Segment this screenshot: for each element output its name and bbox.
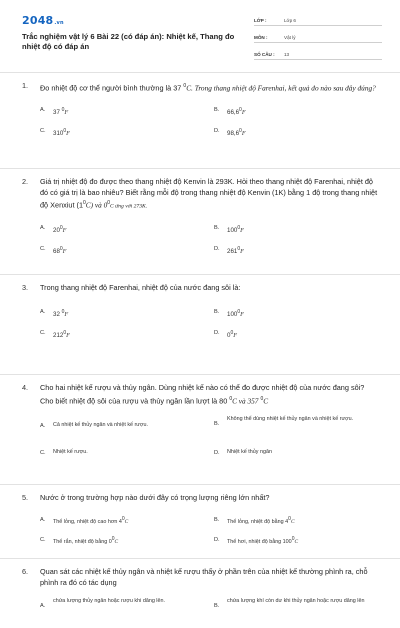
question-text: Nước ở trong trường hợp nào dưới đây có trọng lượng riêng lớn nhất? <box>40 493 270 502</box>
meta-row-class <box>254 14 382 26</box>
answer-option[interactable]: C. Nhiệt kế rượu. <box>40 449 88 457</box>
question-number: 6. <box>22 567 29 576</box>
answer-option[interactable]: B. $100^0F$ <box>214 308 244 318</box>
answer-option[interactable]: D. Thể hơi, nhiệt độ bằng 1000C <box>214 535 299 545</box>
question-5 <box>0 484 400 558</box>
answer-option[interactable]: B. 66,6$^0$F <box>214 106 246 116</box>
answer-option[interactable]: D. 98,6$^0$F <box>214 127 246 137</box>
question-4 <box>0 374 400 484</box>
question-number: 4. <box>22 383 29 392</box>
question-3 <box>0 274 400 374</box>
answer-option[interactable]: C. Thể rắn, nhiệt độ bằng 00C <box>40 535 119 545</box>
document-header <box>0 0 400 62</box>
question-text: Giá trị nhiệt độ đo được theo thang nhiệt độ Kenvin là 293K. Hỏi theo thang nhiệt độ Farenhai, nhiệt độ đó có giá trị là bao nhiêu? Biết rằng mỗi độ trong thang nhiệt độ Kenvin (1K) bằng 1 độ trong thang nhiệt độ Xenxiut $(1^0C)$ và $0^0C$ ứng với 273K. <box>40 177 378 210</box>
answer-option[interactable]: B. chứa lượng khí còn dư khi thủy ngân hoặc rượu dâng lên <box>214 598 365 609</box>
meta-value: Vật lý <box>284 35 296 40</box>
answer-option[interactable]: D. $0^0F$ <box>214 329 238 339</box>
question-number: 3. <box>22 283 29 292</box>
question-number: 5. <box>22 493 29 502</box>
answer-option[interactable]: A. Thể lỏng, nhiệt độ cao hơn 40C <box>40 515 129 525</box>
answer-option[interactable]: A. 37 $^0$F <box>40 106 69 116</box>
question-number: 2. <box>22 177 29 186</box>
meta-value: Lớp 6 <box>284 18 296 23</box>
meta-row-subject <box>254 31 382 43</box>
meta-row-count <box>254 48 382 60</box>
answer-option[interactable]: C. $310^0F$ <box>40 127 70 137</box>
answer-option[interactable]: D. $261^0F$ <box>214 245 244 255</box>
answer-option[interactable]: B. Thể lỏng, nhiệt độ bằng 40C <box>214 515 295 525</box>
question-text: Quan sát các nhiệt kế thủy ngân và nhiệt kế rượu thấy ở phần trên của nhiệt kế thường phình ra, chỗ phình ra đó có tác dụng <box>40 567 368 587</box>
document-title: Trắc nghiệm vật lý 6 Bài 22 (có đáp án): Nhiệt kế, Thang đo nhiệt độ có đáp án <box>22 32 235 51</box>
question-2 <box>0 168 400 274</box>
meta-label: MÔN : <box>254 35 268 40</box>
meta-label: LỚP : <box>254 18 267 23</box>
answer-option[interactable]: A. Cả nhiệt kế thủy ngân và nhiệt kế rượu. <box>40 422 148 430</box>
document-meta <box>254 14 382 65</box>
answer-option[interactable]: B. Không thể dùng nhiệt kế thủy ngân và nhiệt kế rượu. <box>214 416 354 428</box>
question-1 <box>0 72 400 168</box>
answer-option[interactable]: B. $100^0F$ <box>214 224 244 234</box>
answer-option[interactable]: C. $212^0F$ <box>40 329 70 339</box>
answer-option[interactable]: A. chứa lượng thủy ngân hoặc rượu khi dâng lên. <box>40 598 166 609</box>
question-text: Trong thang nhiệt độ Farenhai, nhiệt độ của nước đang sôi là: <box>40 283 241 292</box>
meta-value: 13 <box>284 52 290 57</box>
answer-option[interactable]: A. $20^0F$ <box>40 224 67 234</box>
meta-label: SỐ CÂU : <box>254 52 275 57</box>
question-text: Đo nhiệt độ cơ thể người bình thường là 37 $^0$C. Trong thang nhiệt độ Farenhai, kết quả đo nào sau đây đúng? <box>40 83 376 93</box>
question-number: 1. <box>22 81 29 90</box>
question-text: Cho hai nhiệt kế rượu và thủy ngân. Dùng nhiệt kế nào có thể đo được nhiệt độ của nước đang sôi? Cho biết nhiệt độ sôi của rượu và thủy ngân lần lượt là 80 $^0$C và 357 $^0$C <box>40 383 365 405</box>
answer-option[interactable]: D. Nhiệt kế thủy ngân <box>214 449 272 457</box>
site-logo[interactable]: 2048.vn <box>22 14 64 27</box>
answer-option[interactable]: C. $68^0F$ <box>40 245 67 255</box>
question-list <box>0 72 400 628</box>
answer-option[interactable]: A. 32 $^0$F <box>40 308 69 318</box>
question-6 <box>0 558 400 628</box>
